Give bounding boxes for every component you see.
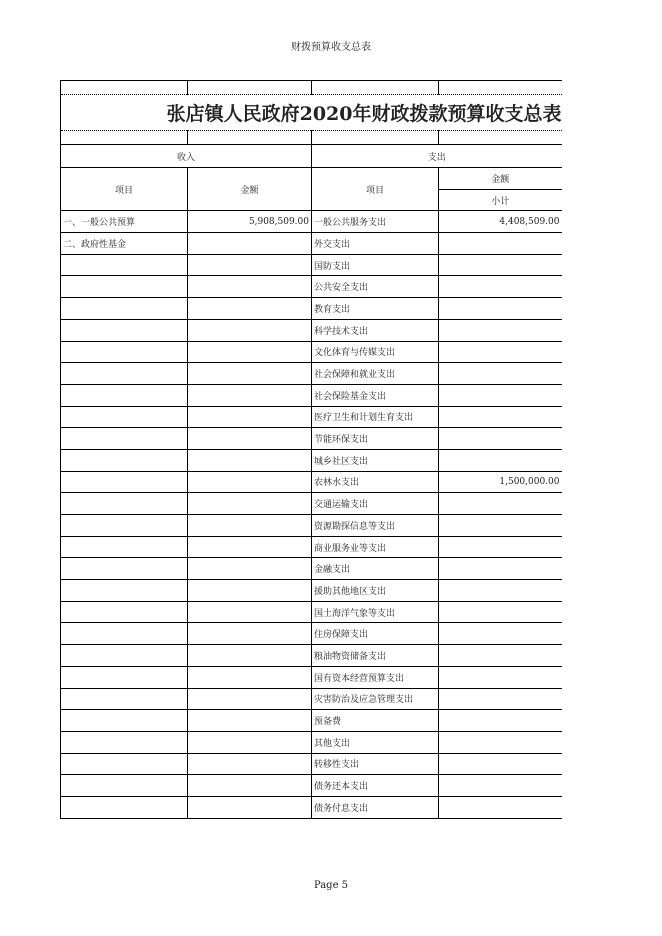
income-item-cell xyxy=(61,428,188,450)
expense-item-cell: 转移性支出 xyxy=(312,753,439,775)
income-amount-cell xyxy=(188,796,312,818)
expense-amount-cell xyxy=(439,233,562,255)
income-amount-cell xyxy=(188,276,312,298)
page-footer: Page 5 xyxy=(313,880,349,891)
income-amount-cell xyxy=(188,233,312,255)
income-amount-cell xyxy=(188,384,312,406)
table-row xyxy=(61,601,562,623)
income-amount-cell xyxy=(188,428,312,450)
income-amount-cell xyxy=(188,536,312,558)
expense-item-cell: 农林水支出 xyxy=(312,471,439,493)
col-income-item: 项目 xyxy=(61,168,188,211)
expense-amount-cell xyxy=(439,276,562,298)
expense-item-cell: 国土海洋气象等支出 xyxy=(312,601,439,623)
expense-item-cell: 医疗卫生和计划生育支出 xyxy=(312,406,439,428)
income-item-cell xyxy=(61,471,188,493)
expense-amount-cell xyxy=(439,558,562,580)
expense-amount-cell xyxy=(439,254,562,276)
table-title: 张店镇人民政府2020年财政拨款预算收支总表 xyxy=(61,95,562,131)
income-item-cell xyxy=(61,753,188,775)
expense-item-cell: 交通运输支出 xyxy=(312,493,439,515)
expense-item-cell: 预备费 xyxy=(312,710,439,732)
table-row xyxy=(61,710,562,732)
income-item-cell xyxy=(61,363,188,385)
expense-item-cell: 其他支出 xyxy=(312,731,439,753)
income-amount-cell xyxy=(188,601,312,623)
income-item-cell xyxy=(61,406,188,428)
expense-amount-cell xyxy=(439,731,562,753)
expense-item-cell: 国有资本经营预算支出 xyxy=(312,666,439,688)
table-row xyxy=(61,254,562,276)
expense-amount-cell xyxy=(439,363,562,385)
expense-item-cell: 社会保险基金支出 xyxy=(312,384,439,406)
income-amount-cell: 5,908,509.00 xyxy=(188,211,312,233)
expense-amount-cell xyxy=(439,623,562,645)
expense-amount-cell xyxy=(439,341,562,363)
expense-amount-cell xyxy=(439,688,562,710)
income-amount-cell xyxy=(188,623,312,645)
table-row xyxy=(61,363,562,385)
income-item-cell xyxy=(61,688,188,710)
expense-item-cell: 粮油物资储备支出 xyxy=(312,645,439,667)
expense-amount-cell xyxy=(439,796,562,818)
table-row xyxy=(61,645,562,667)
income-item-cell xyxy=(61,623,188,645)
expense-item-cell: 资源勘探信息等支出 xyxy=(312,515,439,537)
income-amount-cell xyxy=(188,580,312,602)
income-amount-cell xyxy=(188,710,312,732)
expense-item-cell: 外交支出 xyxy=(312,233,439,255)
income-amount-cell xyxy=(188,645,312,667)
table-row xyxy=(61,796,562,818)
expense-item-cell: 城乡社区支出 xyxy=(312,449,439,471)
table-row xyxy=(61,558,562,580)
income-item-cell xyxy=(61,731,188,753)
table-row xyxy=(61,536,562,558)
table-row xyxy=(61,384,562,406)
income-item-cell: 二、政府性基金 xyxy=(61,233,188,255)
expense-amount-cell xyxy=(439,384,562,406)
income-item-cell xyxy=(61,580,188,602)
expense-item-cell: 住房保障支出 xyxy=(312,623,439,645)
expense-item-cell: 债务付息支出 xyxy=(312,796,439,818)
income-amount-cell xyxy=(188,471,312,493)
expense-amount-cell xyxy=(439,319,562,341)
section-income: 收入 xyxy=(61,145,312,168)
income-item-cell xyxy=(61,449,188,471)
table-row xyxy=(61,623,562,645)
income-item-cell xyxy=(61,276,188,298)
expense-item-cell: 援助其他地区支出 xyxy=(312,580,439,602)
income-amount-cell xyxy=(188,363,312,385)
income-amount-cell xyxy=(188,753,312,775)
table-row xyxy=(61,753,562,775)
section-expense: 支出 xyxy=(312,145,562,168)
income-item-cell xyxy=(61,384,188,406)
table-row xyxy=(61,298,562,320)
table-row xyxy=(61,580,562,602)
income-amount-cell xyxy=(188,449,312,471)
table-row xyxy=(61,211,562,233)
income-item-cell xyxy=(61,666,188,688)
expense-item-cell: 教育支出 xyxy=(312,298,439,320)
income-item-cell xyxy=(61,645,188,667)
expense-amount-cell xyxy=(439,710,562,732)
expense-item-cell: 一般公共服务支出 xyxy=(312,211,439,233)
table-row xyxy=(61,471,562,493)
expense-amount-cell xyxy=(439,406,562,428)
expense-amount-cell xyxy=(439,536,562,558)
table-row xyxy=(61,688,562,710)
income-amount-cell xyxy=(188,298,312,320)
table-row xyxy=(61,666,562,688)
table-row xyxy=(61,406,562,428)
expense-item-cell: 公共安全支出 xyxy=(312,276,439,298)
expense-amount-cell xyxy=(439,601,562,623)
table-row xyxy=(61,449,562,471)
expense-amount-cell: 1,500,000.00 xyxy=(439,471,562,493)
table-row xyxy=(61,428,562,450)
table-row xyxy=(61,341,562,363)
expense-amount-cell xyxy=(439,775,562,797)
expense-amount-cell xyxy=(439,580,562,602)
income-amount-cell xyxy=(188,515,312,537)
expense-amount-cell xyxy=(439,666,562,688)
col-expense-amount: 金额 xyxy=(439,168,562,190)
col-expense-item: 项目 xyxy=(312,168,439,211)
table-row xyxy=(61,276,562,298)
table-row xyxy=(61,775,562,797)
income-item-cell xyxy=(61,558,188,580)
income-amount-cell xyxy=(188,493,312,515)
table-row xyxy=(61,515,562,537)
income-item-cell xyxy=(61,298,188,320)
expense-amount-cell xyxy=(439,645,562,667)
income-item-cell: 一、一般公共预算 xyxy=(61,211,188,233)
expense-item-cell: 商业服务业等支出 xyxy=(312,536,439,558)
table-row xyxy=(61,319,562,341)
expense-item-cell: 金融支出 xyxy=(312,558,439,580)
expense-amount-cell xyxy=(439,753,562,775)
income-item-cell xyxy=(61,341,188,363)
expense-item-cell: 国防支出 xyxy=(312,254,439,276)
income-amount-cell xyxy=(188,731,312,753)
table-row xyxy=(61,731,562,753)
col-income-amount: 金额 xyxy=(188,168,312,211)
expense-amount-cell: 4,408,509.00 xyxy=(439,211,562,233)
income-item-cell xyxy=(61,254,188,276)
income-item-cell xyxy=(61,515,188,537)
income-amount-cell xyxy=(188,688,312,710)
income-amount-cell xyxy=(188,558,312,580)
page-header: 财拨预算收支总表 xyxy=(291,42,371,53)
income-item-cell xyxy=(61,775,188,797)
table-row xyxy=(61,233,562,255)
income-amount-cell xyxy=(188,666,312,688)
expense-item-cell: 债务还本支出 xyxy=(312,775,439,797)
expense-item-cell: 节能环保支出 xyxy=(312,428,439,450)
income-amount-cell xyxy=(188,254,312,276)
income-amount-cell xyxy=(188,406,312,428)
expense-item-cell: 灾害防治及应急管理支出 xyxy=(312,688,439,710)
income-amount-cell xyxy=(188,341,312,363)
income-amount-cell xyxy=(188,775,312,797)
income-item-cell xyxy=(61,796,188,818)
budget-table xyxy=(60,80,562,819)
income-item-cell xyxy=(61,536,188,558)
expense-item-cell: 社会保障和就业支出 xyxy=(312,363,439,385)
expense-amount-cell xyxy=(439,449,562,471)
expense-item-cell: 科学技术支出 xyxy=(312,319,439,341)
income-item-cell xyxy=(61,493,188,515)
income-amount-cell xyxy=(188,319,312,341)
expense-amount-cell xyxy=(439,493,562,515)
expense-amount-cell xyxy=(439,515,562,537)
expense-amount-cell xyxy=(439,298,562,320)
expense-item-cell: 文化体育与传媒支出 xyxy=(312,341,439,363)
table-row xyxy=(61,493,562,515)
income-item-cell xyxy=(61,601,188,623)
income-item-cell xyxy=(61,319,188,341)
col-subtotal: 小计 xyxy=(439,189,562,211)
income-item-cell xyxy=(61,710,188,732)
expense-amount-cell xyxy=(439,428,562,450)
